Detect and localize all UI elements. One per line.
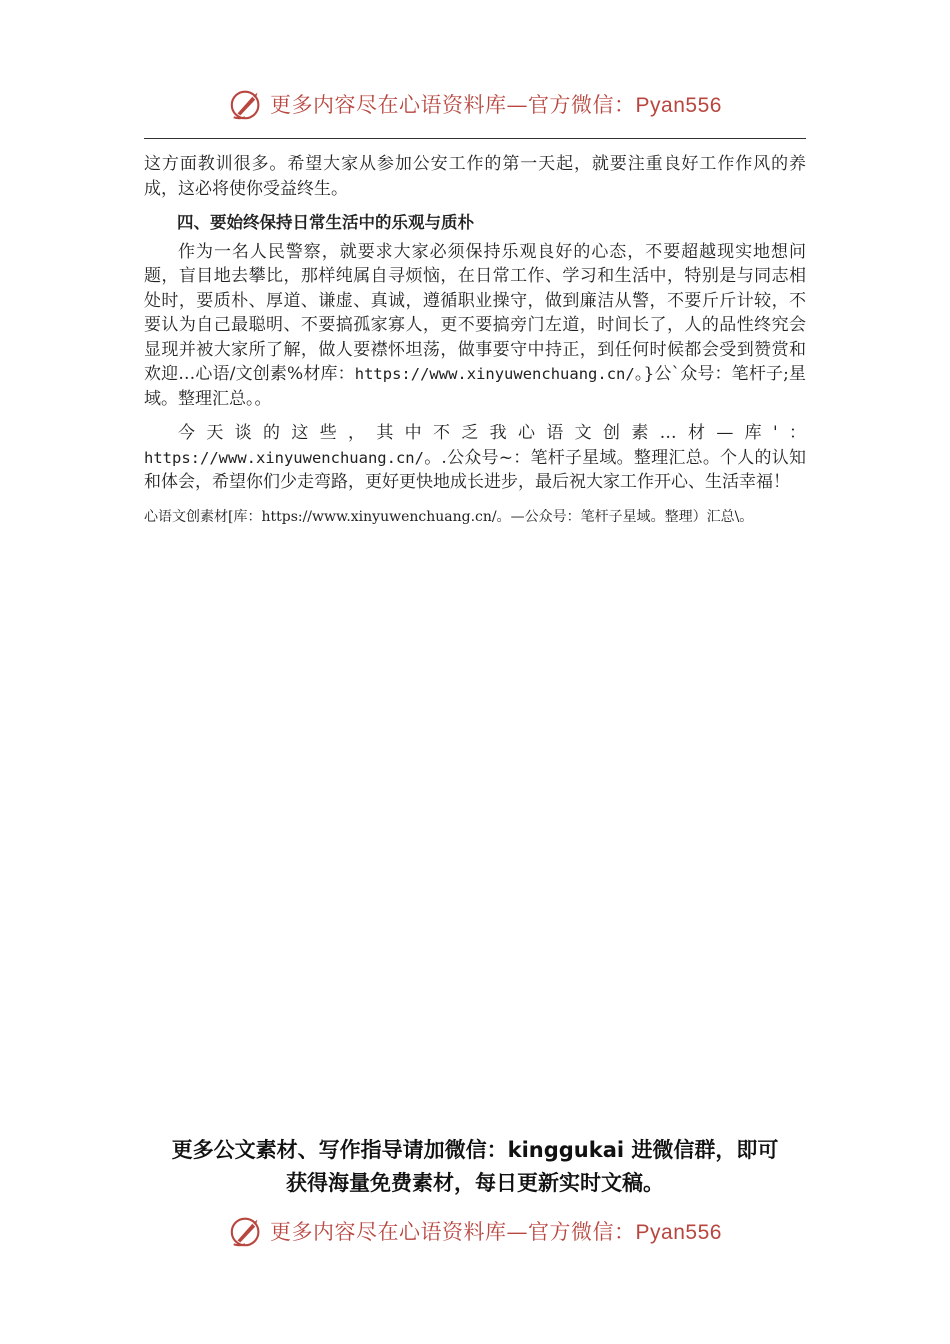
paragraph-continuation: 这方面教训很多。希望大家从参加公安工作的第一天起，就要注重良好工作作风的养成，这必将使你受益终生。 <box>144 154 806 199</box>
promo-line-1: 更多公文素材、写作指导请加微信：kinggukai 进微信群，即可 <box>171 1138 779 1162</box>
footer-brand-label: 更多内容尽在心语资料库—官方微信： <box>270 1220 636 1244</box>
header-brand-text <box>270 89 722 119</box>
brand-logo-icon <box>228 1212 266 1250</box>
document-body <box>144 152 806 529</box>
paragraph-closing-head: 今天谈的这些，其中不乏我心语文创素…材—库'： <box>178 423 806 443</box>
promo-line-2: 获得海量免费素材，每日更新实时文稿。 <box>286 1171 664 1195</box>
source-attribution-line: 心语文创素材[库：https://www.xinyuwenchuang.cn/。—公众号：笔杆子星域。整理）汇总\。 <box>144 508 754 525</box>
source-url-link[interactable]: https://www.xinyuwenchuang.cn/ <box>354 365 635 383</box>
paragraph-closing <box>144 421 806 495</box>
paragraph-optimism <box>144 240 806 412</box>
promo-block <box>0 1134 950 1200</box>
brand-logo-icon <box>228 85 266 123</box>
header-wechat-id: Pyan556 <box>635 94 722 117</box>
footer-brand-text <box>270 1216 722 1246</box>
header-brand-label: 更多内容尽在心语资料库—官方微信： <box>270 93 636 117</box>
page-footer <box>0 1209 950 1253</box>
paragraph-optimism-text: 作为一名人民警察，就要求大家必须保持乐观良好的心态，不要超越现实地想问题，盲目地去攀比，那样纯属自寻烦恼，在日常工作、学习和生活中，特别是与同志相处时，要质朴、厚道、谦虚、真诚，遵循职业操守，做到廉洁从警，不要斤斤计较，不要认为自己最聪明、不要搞孤家寡人，更不要搞旁门左道，时间长了，人的品性终究会显现并被大家所了解，做人要襟怀坦荡，做事要守中持正，到任何时候都会受到赞赏和欢迎…心语/文创素%材库： <box>144 241 806 384</box>
page-header <box>0 82 950 126</box>
paragraph-optimism-tail: 。}公`众号：笔杆子;星域。整理汇总。。 <box>144 364 806 409</box>
header-divider <box>144 138 806 139</box>
footer-wechat-id: Pyan556 <box>635 1221 722 1244</box>
paragraph-closing-tail: 。.公众号~：笔杆子星域。整理汇总。个人的认知和体会，希望你们少走弯路，更好更快地成长进步，最后祝大家工作开心、生活幸福！ <box>144 447 806 492</box>
section-heading-4: 四、要始终保持日常生活中的乐观与质朴 <box>177 213 474 232</box>
closing-url-link[interactable]: https://www.xinyuwenchuang.cn/ <box>144 448 424 467</box>
